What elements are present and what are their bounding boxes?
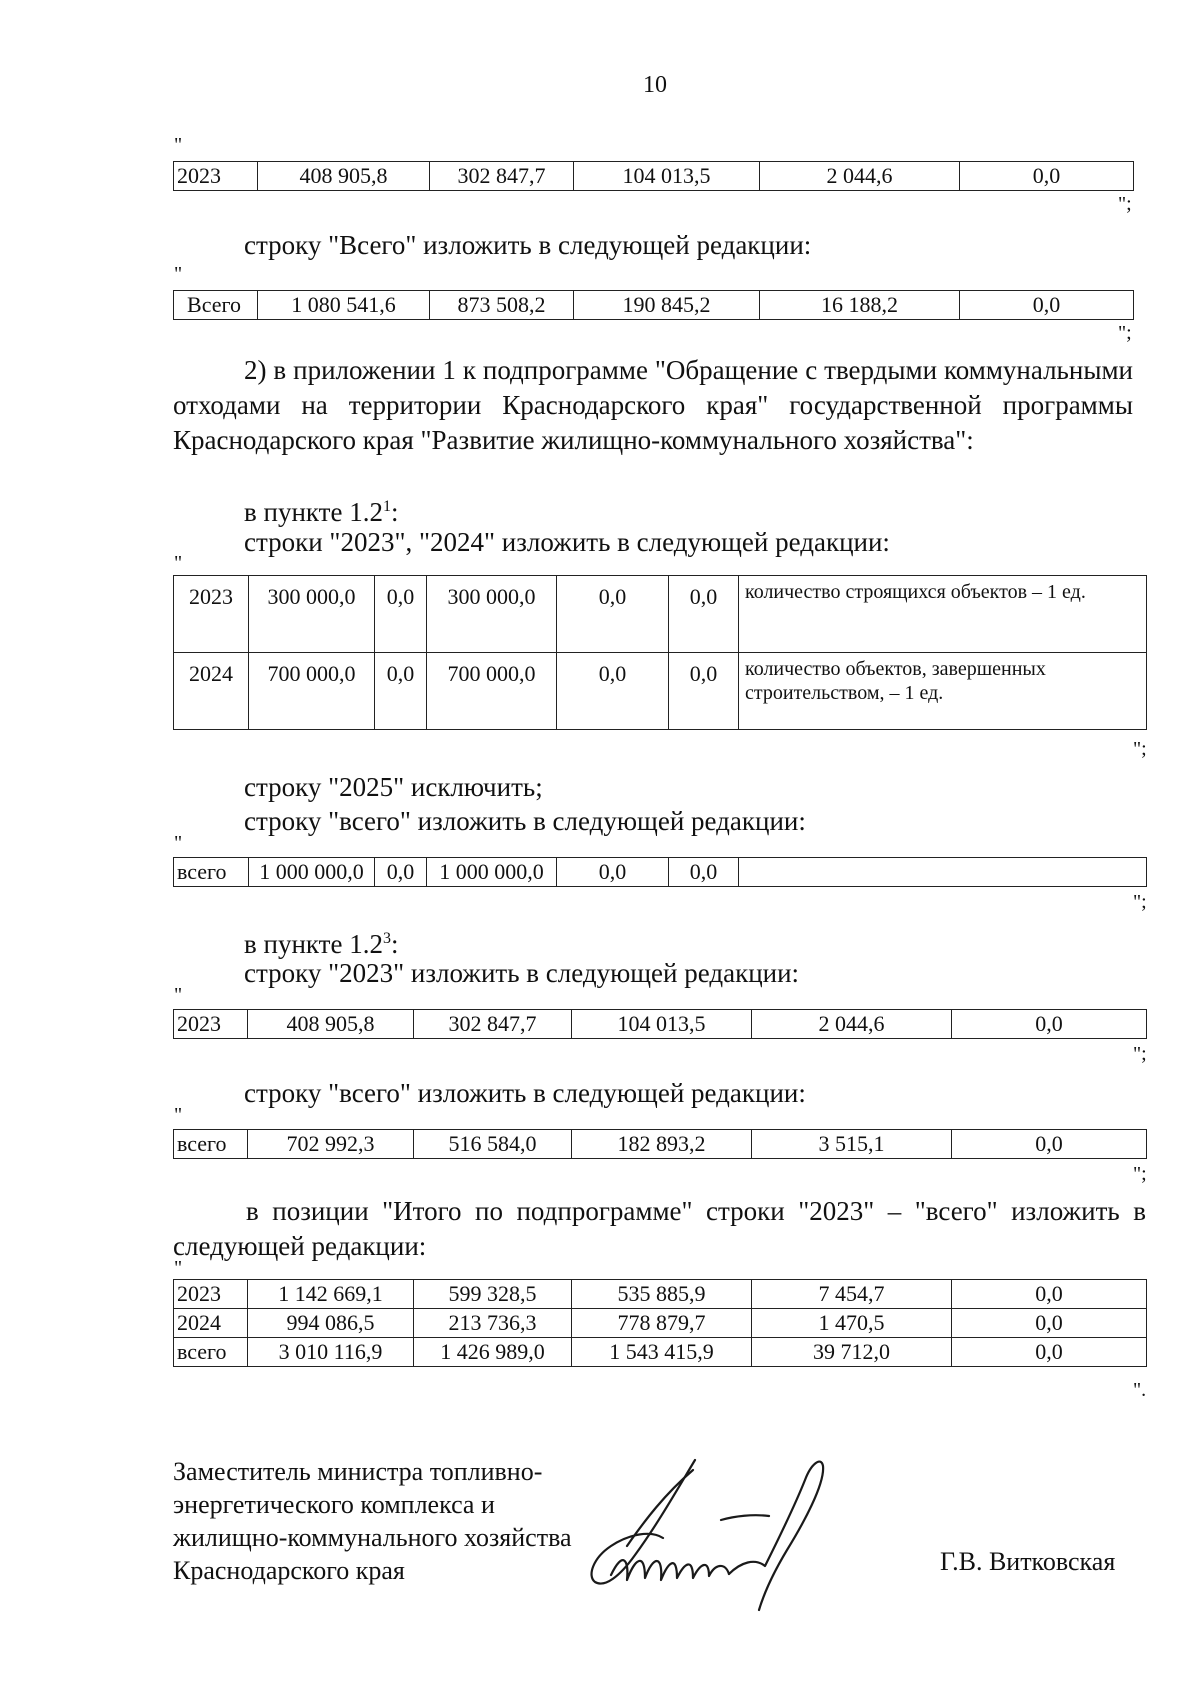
end-quote: "; — [1133, 738, 1147, 760]
table-cell: 2 044,6 — [760, 162, 960, 191]
signatory-title — [173, 1455, 613, 1587]
rows-2023-2024-table — [173, 575, 1147, 730]
open-quote: " — [174, 984, 183, 1006]
table-cell: 104 013,5 — [572, 1010, 752, 1039]
table-cell: 2023 — [174, 1280, 248, 1309]
table-cell: 700 000,0 — [249, 653, 375, 730]
table-cell: 1 426 989,0 — [414, 1338, 572, 1367]
table-cell: 0,0 — [952, 1280, 1147, 1309]
table-cell: 1 080 541,6 — [258, 291, 430, 320]
table-cell: 190 845,2 — [574, 291, 760, 320]
table-cell: 0,0 — [375, 858, 427, 887]
table-cell: 104 013,5 — [574, 162, 760, 191]
table-cell: 0,0 — [557, 653, 669, 730]
table-cell: Всего — [174, 291, 258, 320]
table-row — [174, 1309, 1147, 1338]
table-cell: 1 000 000,0 — [427, 858, 557, 887]
table-cell: 408 905,8 — [248, 1010, 414, 1039]
table-cell: 0,0 — [960, 162, 1134, 191]
table-cell: 302 847,7 — [430, 162, 574, 191]
table-cell: всего — [174, 1338, 248, 1367]
table-row — [174, 1130, 1147, 1159]
end-quote: "; — [1118, 193, 1132, 215]
table-cell: 2023 — [174, 162, 258, 191]
paragraph: в пункте $1.2^1$: — [244, 497, 399, 527]
table-cell: 302 847,7 — [414, 1010, 572, 1039]
total-row-table — [173, 290, 1134, 320]
table-cell: 0,0 — [669, 576, 739, 653]
table-cell: 873 508,2 — [430, 291, 574, 320]
end-quote: "; — [1133, 1163, 1147, 1185]
signatory-title-line: Краснодарского края — [173, 1556, 405, 1585]
table-row — [174, 576, 1147, 653]
paragraph: строку "2025" исключить; — [244, 772, 543, 802]
table-cell: 0,0 — [669, 858, 739, 887]
table-cell: 2024 — [174, 1309, 248, 1338]
table-cell: 0,0 — [952, 1338, 1147, 1367]
table-cell: 0,0 — [375, 576, 427, 653]
table-cell: 0,0 — [952, 1309, 1147, 1338]
table-cell: 300 000,0 — [427, 576, 557, 653]
table-cell: 2023 — [174, 1010, 248, 1039]
table-cell: 39 712,0 — [752, 1338, 952, 1367]
table-cell — [739, 858, 1147, 887]
table-cell: 702 992,3 — [248, 1130, 414, 1159]
table-cell: 300 000,0 — [249, 576, 375, 653]
open-quote: " — [174, 1104, 183, 1126]
total-row-table — [173, 857, 1147, 887]
table-cell: 994 086,5 — [248, 1309, 414, 1338]
table-cell: 2024 — [174, 653, 249, 730]
table-cell: 1 470,5 — [752, 1309, 952, 1338]
table-cell: 2 044,6 — [752, 1010, 952, 1039]
table-cell: 7 454,7 — [752, 1280, 952, 1309]
paragraph: 2) в приложении 1 к подпрограмме "Обращение с твердыми коммунальными отходами на территории Краснодарского края" государственной программы Краснодарского края "Развитие жилищно-коммунального хозяйства": — [173, 355, 1133, 455]
table-row — [174, 1010, 1147, 1039]
table-cell: 599 328,5 — [414, 1280, 572, 1309]
table-cell: 0,0 — [557, 858, 669, 887]
table-cell: 535 885,9 — [572, 1280, 752, 1309]
itogo-table — [173, 1279, 1147, 1367]
open-quote: " — [174, 552, 183, 574]
table-cell: 700 000,0 — [427, 653, 557, 730]
table-cell: 408 905,8 — [258, 162, 430, 191]
table-cell: 3 515,1 — [752, 1130, 952, 1159]
table-cell: 516 584,0 — [414, 1130, 572, 1159]
paragraph: строку "Всего" изложить в следующей редакции: — [244, 230, 812, 260]
table-cell: всего — [174, 858, 249, 887]
table-cell: 0,0 — [952, 1130, 1147, 1159]
table-cell: 0,0 — [952, 1010, 1147, 1039]
row-2023-table — [173, 1009, 1147, 1039]
table-cell: 0,0 — [375, 653, 427, 730]
table-row — [174, 291, 1134, 320]
table-cell: 1 543 415,9 — [572, 1338, 752, 1367]
open-quote: " — [174, 263, 183, 285]
row-2023-table — [173, 161, 1134, 191]
table-row — [174, 653, 1147, 730]
paragraph: строки "2023", "2024" изложить в следующей редакции: — [244, 527, 890, 557]
table-cell: 2023 — [174, 576, 249, 653]
table-cell: 1 000 000,0 — [249, 858, 375, 887]
end-quote: ". — [1133, 1379, 1147, 1401]
paragraph: строку "всего" изложить в следующей редакции: — [244, 1078, 806, 1108]
table-cell: 0,0 — [669, 653, 739, 730]
open-quote: " — [174, 134, 183, 156]
signatory-title-line: энергетического комплекса и — [173, 1490, 495, 1519]
table-cell: количество строящихся объектов – 1 ед. — [739, 576, 1147, 653]
table-row — [174, 858, 1147, 887]
signatory-title-line: Заместитель министра топливно- — [173, 1457, 543, 1486]
end-quote: "; — [1118, 322, 1132, 344]
total-row-table — [173, 1129, 1147, 1159]
end-quote: "; — [1133, 1043, 1147, 1065]
table-row — [174, 1280, 1147, 1309]
table-cell: количество объектов, завершенных строительством, – 1 ед. — [739, 653, 1147, 730]
table-cell: 213 736,3 — [414, 1309, 572, 1338]
table-cell: 0,0 — [960, 291, 1134, 320]
paragraph: в пункте $1.2^3$: — [244, 929, 399, 959]
signatory-title-line: жилищно-коммунального хозяйства — [173, 1523, 572, 1552]
signatory-name: Г.В. Витковская — [940, 1547, 1116, 1576]
handwritten-signature — [565, 1450, 865, 1620]
paragraph: в позиции "Итого по подпрограмме" строки "2023" – "всего" изложить в следующей редакции: — [173, 1196, 1146, 1261]
table-row — [174, 162, 1134, 191]
table-cell: 3 010 116,9 — [248, 1338, 414, 1367]
table-cell: 16 188,2 — [760, 291, 960, 320]
table-cell: 182 893,2 — [572, 1130, 752, 1159]
table-cell: 1 142 669,1 — [248, 1280, 414, 1309]
page-number: 10 — [643, 72, 667, 98]
open-quote: " — [174, 832, 183, 854]
table-cell: 0,0 — [557, 576, 669, 653]
open-quote: " — [174, 1257, 183, 1279]
table-cell: всего — [174, 1130, 248, 1159]
table-row — [174, 1338, 1147, 1367]
end-quote: "; — [1133, 891, 1147, 913]
paragraph: строку "всего" изложить в следующей редакции: — [244, 806, 806, 836]
paragraph: строку "2023" изложить в следующей редакции: — [244, 958, 800, 988]
table-cell: 778 879,7 — [572, 1309, 752, 1338]
